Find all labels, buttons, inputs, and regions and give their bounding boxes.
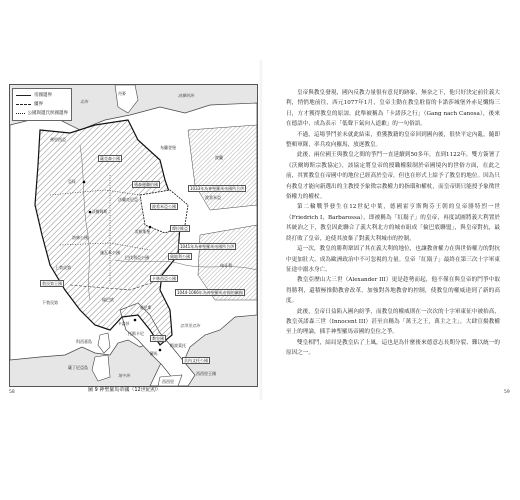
label-franconia: 法蘭克尼亞 [118,197,138,202]
label-papal-states: 教皇國 [152,336,164,341]
label-adriatic: 亞得里亞海 [180,323,200,328]
label-bohemia: 波希米亞 [205,195,221,200]
label-frisia: 弗里西亞 [50,137,66,142]
legend-swatch-duchy [16,113,25,114]
city-dot-regensburg [149,226,152,229]
map-legend [12,88,72,121]
right-page [262,0,520,500]
page-number-left: 58 [9,390,15,395]
label-venice: 威尼斯 [140,305,152,310]
paragraph: 此後，皇帝日益陷入國內紛爭，而教皇的權威則在一次次的十字軍東征中被抬高，教皇英諾森三世（Innocent III）甚至自稱為「萬王之王，萬主之主」，大肆宣揚教權至上的理論，插手神聖羅馬帝國的皇位之爭。 [286,308,500,336]
body-text [286,88,500,359]
label-moravia: 摩拉維亞 [172,226,188,231]
label-tuscany: 托斯卡尼 [128,331,144,336]
label-canossa: 卡諾莎 [118,321,130,326]
legend-label: 公國與邊氏侯國邊界 [27,111,68,116]
label-lombardy: 倫巴底 [102,297,114,302]
label-austria: 奧地利公國 [170,254,190,259]
label-brandenburg: 布蘭登堡 [160,145,176,150]
label-denmark: 丹麥 [118,91,126,96]
label-regensburg: 雷根斯堡 [135,229,151,234]
legend-item [16,91,68,100]
label-austria-note: 1041年為神聖羅馬帝國所合併 [180,244,235,249]
map-figure [9,84,258,387]
label-spoleto: 斯波萊托 [170,343,186,348]
legend-label: 帝國邊界 [34,93,52,98]
label-carinthia-note: 1044-1066年為神聖羅馬帝國的屬國 [177,290,243,295]
label-sardinia: 薩丁尼亞島 [68,365,88,370]
legend-label: 疆界 [34,102,43,107]
paragraph: 雙皇相鬥，結局是教皇佔了上風，這也是為什麼後來德意志長期分裂、難以統一的原因之一。 [286,339,500,357]
label-aachen: 亞琛 [68,179,76,184]
label-mediterranean: 地中海 [118,373,130,378]
label-baltic: 波羅的海 [178,93,194,98]
label-rome: 羅馬 [150,351,158,356]
label-sicily: 西西里 [162,379,174,384]
paragraph: 皇帝與教皇發現，國內反教力量很有意見的跡象，無奈之下，他只好決定前往義大利，悄悄地前往，西元1077年1月，皇帝主動在教皇駐留的卡諾莎城堡外赤足懺悔三日，方才獲得教皇的原諒。此舉被稱為「卡諾莎之行」（Gang nach Canosa），後來在德語中，成為表示「低聲下氣向人道歉」的一句俗語。 [286,90,500,128]
label-upper-burgundy: 上勃艮第 [55,265,71,270]
label-lower-burgundy: 下勃艮第 [42,300,58,305]
label-bohemia-note: 1033年為神聖羅馬帝國所合併 [190,186,245,191]
label-burgundy-kingdom: 勃艮第王國 [42,281,62,286]
paragraph: 第二輪戰爭發生在12世紀中葉，德國霍亨斯陶芬王朝的皇帝腓特烈一世（Friedrich I，Barbarossa），即被稱為「紅鬍子」的皇帝，再度試圖將義大利置於其統治之下，教皇因此聯合了義大利北方的城市組成「倫巴底聯盟」，與皇帝對抗，最終打敗了皇帝，迫使其放棄了對義大利城市的控制。 [286,204,500,242]
label-meissen: 邁森邊疆伯國 [134,182,158,187]
label-swabia: 施瓦本公國 [100,250,120,255]
label-benevento: 貝內文托公國 [184,358,208,363]
city-dot-aachen [83,181,86,184]
legend-item [16,109,68,118]
map-caption: 圖 9 神聖羅馬帝國（12世紀初） [88,387,161,393]
label-hungary: 匈牙利 [220,263,232,268]
label-saxony: 薩克森公國 [100,156,120,161]
label-kingdom-sicily: 西西里王國 [196,371,216,376]
label-bavaria: 巴伐利亞公國 [125,255,149,260]
paragraph: 不過，這場爭鬥並未就此結束，重獲教籍的皇帝回到國內後，很快平定內亂，隨即整頓軍隊，率兵攻向羅馬，放逐教皇。 [286,131,500,149]
label-north-sea: 北海 [80,99,88,104]
city-dot-rome [159,349,162,352]
map-graphic [10,85,257,386]
page-number-right: 59 [504,390,510,395]
city-dot-canossa [134,319,137,322]
label-bohemia-duchy: 波希米亞公國 [152,204,176,209]
legend-item [16,100,68,109]
label-corsica: 科西嘉島 [76,339,92,344]
paragraph: 教皇亞歷山大三世（Alexander III）更是趁勢而起，他不僅在與皇帝的鬥爭中取得勝利，還積極推動教會改革，加強對各地教會的控制，使教皇的權威達到了新的高度。 [286,277,500,305]
paragraph: 這一次，教皇的勝利鞏固了其在義大利的地位，也讓教會權力在與世俗權力的對抗中更加壯大，成為歐洲政治中不可忽視的力量。皇帝「紅鬍子」最終在第三次十字軍東征途中溺水身亡。 [286,246,500,273]
city-dot-worms [89,211,92,214]
paragraph: 此後，兩位國王與教皇之間的爭鬥一直延續到50多年，直到1122年，雙方簽署了《沃爾姆斯宗教協定》，該協定將皇帝的授職權限制於帝國境內的世俗方面，在此之前，其實教皇在帝國中的地位已經高於皇帝，但也在形式上給予了教皇的地位。因為只有教皇才能向新選出的主教授予象徵宗教權力的指環和權杖，而皇帝則只能授予象徵世俗權力的權杖。 [286,152,500,201]
label-worms: 沃爾姆斯 [92,209,108,214]
legend-swatch-border [16,95,31,96]
legend-swatch-boundary [16,104,31,105]
label-carinthia: 卡林西亞公國 [152,276,176,281]
label-lorraine: 洛林公國 [72,235,88,240]
label-poland: 波蘭 [215,155,223,160]
